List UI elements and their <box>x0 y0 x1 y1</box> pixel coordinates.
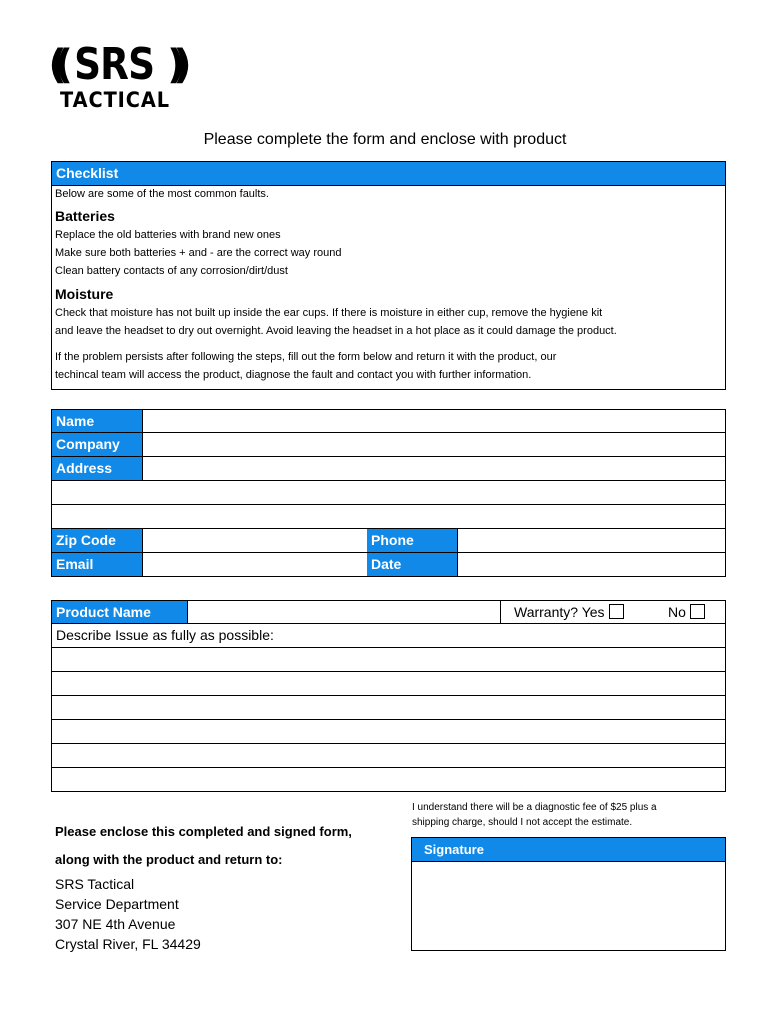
warranty-yes <box>510 601 650 623</box>
email-label: Email <box>52 553 143 576</box>
address-row <box>51 457 726 481</box>
logo-sub-text: TACTICAL <box>60 88 170 112</box>
product-row <box>51 600 726 624</box>
phone-field[interactable] <box>458 529 725 552</box>
checklist-intro: Below are some of the most common faults. <box>52 185 725 203</box>
batteries-line: Clean battery contacts of any corrosion/dirt/dust <box>55 265 288 277</box>
fee-notice <box>412 800 712 830</box>
signature-field[interactable] <box>412 861 725 950</box>
persist-line: techincal team will access the product, diagnose the fault and contact you with further information. <box>55 369 532 381</box>
company-row <box>51 433 726 457</box>
logo-left-parens: (( <box>48 42 61 88</box>
logo-main-text: SRS <box>73 39 155 90</box>
phone-label: Phone <box>367 529 458 552</box>
signature-box <box>411 837 726 951</box>
describe-label: Describe Issue as fully as possible: <box>56 627 274 643</box>
name-row <box>51 409 726 433</box>
batteries-line: Make sure both batteries + and - are the correct way round <box>55 247 342 259</box>
describe-line[interactable] <box>51 768 726 792</box>
describe-line[interactable] <box>51 696 726 720</box>
address-line: 307 NE 4th Avenue <box>55 916 176 932</box>
warranty-yes-checkbox[interactable] <box>609 604 624 619</box>
address-line: Crystal River, FL 34429 <box>55 936 201 952</box>
fee-line: shipping charge, should I not accept the estimate. <box>412 817 633 828</box>
date-label: Date <box>367 553 458 576</box>
describe-line[interactable] <box>51 720 726 744</box>
describe-row <box>51 624 726 648</box>
batteries-line: Replace the old batteries with brand new ones <box>55 229 281 241</box>
logo-right-parens: )) <box>167 42 180 88</box>
address-field[interactable] <box>143 457 725 480</box>
zip-phone-row <box>51 529 726 553</box>
checklist-header: Checklist <box>52 162 725 185</box>
srs-tactical-logo <box>48 39 180 114</box>
describe-line[interactable] <box>51 648 726 672</box>
zip-label: Zip Code <box>52 529 143 552</box>
moisture-line: and leave the headset to dry out overnight. Avoid leaving the headset in a hot place as it could damage the product. <box>55 325 617 337</box>
enclose-line: along with the product and return to: <box>55 852 283 867</box>
warranty-no <box>664 601 726 623</box>
moisture-heading: Moisture <box>55 286 114 302</box>
company-field[interactable] <box>143 433 725 456</box>
email-field[interactable] <box>143 553 367 576</box>
describe-line[interactable] <box>51 744 726 768</box>
product-name-field[interactable] <box>188 601 501 623</box>
warranty-no-label: No <box>668 604 686 620</box>
batteries-heading: Batteries <box>55 208 115 224</box>
signature-label: Signature <box>412 838 725 861</box>
form-title: Please complete the form and enclose with product <box>203 131 567 148</box>
address-line-3[interactable] <box>51 505 726 529</box>
zip-field[interactable] <box>143 529 367 552</box>
describe-line[interactable] <box>51 672 726 696</box>
email-date-row <box>51 553 726 577</box>
address-line: Service Department <box>55 896 179 912</box>
enclose-line: Please enclose this completed and signed form, <box>55 824 352 839</box>
return-address <box>55 874 201 954</box>
persist-line: If the problem persists after following the steps, fill out the form below and return it with the product, our <box>55 351 557 363</box>
company-label: Company <box>52 433 143 456</box>
checklist-box <box>51 161 726 390</box>
address-line-2[interactable] <box>51 481 726 505</box>
address-line: SRS Tactical <box>55 876 135 892</box>
warranty-yes-label: Warranty? Yes <box>514 604 605 620</box>
name-label: Name <box>52 410 143 432</box>
product-name-label: Product Name <box>52 601 188 623</box>
address-label: Address <box>52 457 143 480</box>
date-field[interactable] <box>458 553 725 576</box>
name-field[interactable] <box>143 410 725 432</box>
fee-line: I understand there will be a diagnostic fee of $25 plus a <box>412 802 657 813</box>
enclose-instructions <box>55 818 352 874</box>
warranty-no-checkbox[interactable] <box>690 604 705 619</box>
moisture-line: Check that moisture has not built up inside the ear cups. If there is moisture in either cup, remove the hygiene kit <box>55 307 603 319</box>
